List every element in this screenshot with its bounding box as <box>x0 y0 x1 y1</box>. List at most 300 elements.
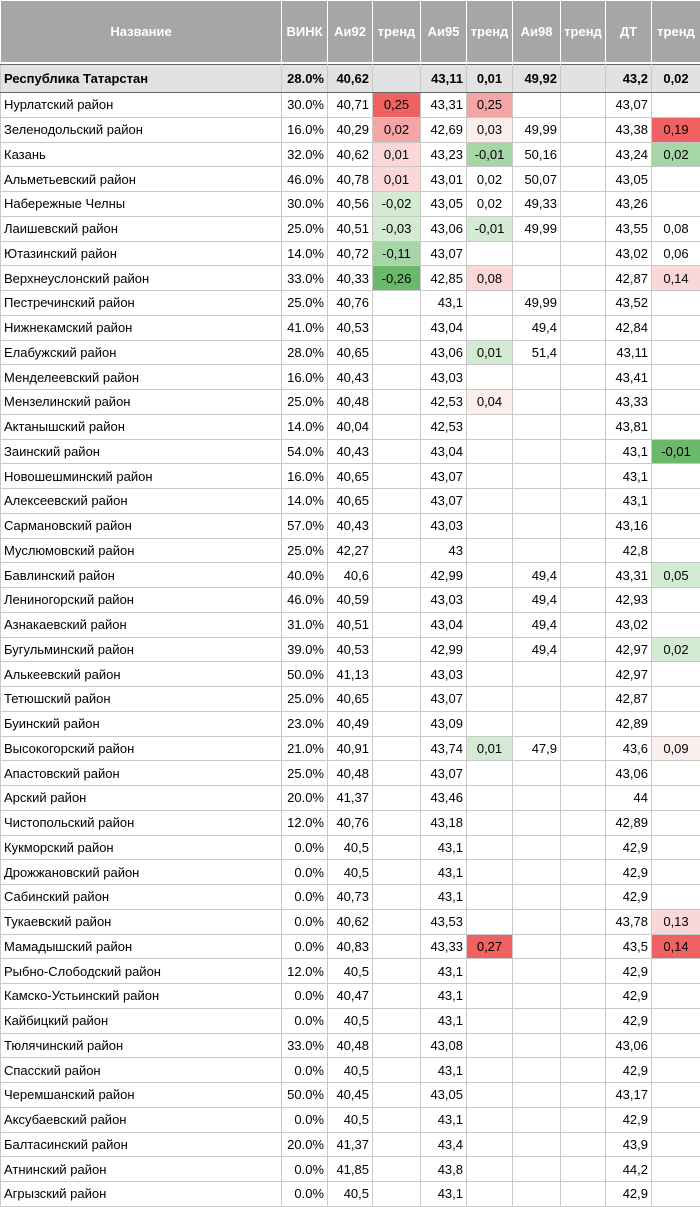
ai95-trend: 0,04 <box>467 390 513 415</box>
dt-trend: 0,02 <box>652 142 700 167</box>
header-trend-ai95[interactable]: тренд <box>467 1 513 63</box>
ai98-price <box>513 390 561 415</box>
dt-trend <box>652 513 700 538</box>
table-row <box>1 266 700 291</box>
table-row <box>1 142 700 167</box>
region-name: Черемшанский район <box>1 1083 282 1108</box>
ai92-trend <box>373 439 421 464</box>
vink-share: 23.0% <box>282 711 328 736</box>
vink-share: 20.0% <box>282 786 328 811</box>
ai92-price: 40,76 <box>328 291 373 316</box>
summary-trend-ai92 <box>373 65 421 93</box>
dt-price: 43,02 <box>606 241 652 266</box>
ai95-price: 43,1 <box>421 885 467 910</box>
dt-price: 43,38 <box>606 117 652 142</box>
ai98-price <box>513 365 561 390</box>
region-name: Алексеевский район <box>1 489 282 514</box>
vink-share: 21.0% <box>282 736 328 761</box>
ai92-trend <box>373 736 421 761</box>
ai98-trend <box>561 241 606 266</box>
ai95-trend <box>467 909 513 934</box>
ai95-trend: 0,27 <box>467 934 513 959</box>
table-row <box>1 736 700 761</box>
table-row <box>1 588 700 613</box>
ai98-trend <box>561 439 606 464</box>
ai92-price: 41,13 <box>328 662 373 687</box>
region-name: Бугульминский район <box>1 637 282 662</box>
table-row <box>1 1157 700 1182</box>
dt-trend <box>652 1132 700 1157</box>
ai92-price: 40,65 <box>328 687 373 712</box>
region-name: Нижнекамский район <box>1 315 282 340</box>
ai98-trend <box>561 1008 606 1033</box>
table-row <box>1 216 700 241</box>
dt-price: 42,9 <box>606 835 652 860</box>
header-name[interactable]: Название <box>1 1 282 63</box>
dt-price: 42,97 <box>606 662 652 687</box>
ai95-price: 43,07 <box>421 687 467 712</box>
region-name: Актанышский район <box>1 414 282 439</box>
ai95-trend: 0,01 <box>467 340 513 365</box>
vink-share: 14.0% <box>282 489 328 514</box>
dt-trend <box>652 167 700 192</box>
ai92-price: 40,33 <box>328 266 373 291</box>
ai98-price: 50,07 <box>513 167 561 192</box>
ai92-price: 40,48 <box>328 390 373 415</box>
ai92-trend <box>373 885 421 910</box>
table-row <box>1 464 700 489</box>
dt-trend <box>652 1058 700 1083</box>
region-name: Сармановский район <box>1 513 282 538</box>
ai95-trend: 0,02 <box>467 192 513 217</box>
table-row <box>1 117 700 142</box>
vink-share: 54.0% <box>282 439 328 464</box>
region-name: Лаишевский район <box>1 216 282 241</box>
ai98-trend <box>561 538 606 563</box>
ai92-trend <box>373 637 421 662</box>
table-row <box>1 365 700 390</box>
ai95-trend <box>467 1033 513 1058</box>
ai95-price: 43,1 <box>421 1107 467 1132</box>
table-row <box>1 513 700 538</box>
ai98-price <box>513 1107 561 1132</box>
dt-trend <box>652 711 700 736</box>
dt-trend <box>652 761 700 786</box>
dt-trend <box>652 959 700 984</box>
ai95-trend <box>467 439 513 464</box>
ai98-price <box>513 266 561 291</box>
ai95-price: 43,1 <box>421 835 467 860</box>
vink-share: 0.0% <box>282 835 328 860</box>
ai92-trend <box>373 563 421 588</box>
ai95-trend <box>467 786 513 811</box>
dt-price: 42,9 <box>606 984 652 1009</box>
ai95-trend <box>467 984 513 1009</box>
ai95-price: 43,04 <box>421 439 467 464</box>
ai98-trend <box>561 711 606 736</box>
header-ai98[interactable]: Аи98 <box>513 1 561 63</box>
ai92-trend <box>373 711 421 736</box>
vink-share: 25.0% <box>282 216 328 241</box>
dt-price: 42,89 <box>606 711 652 736</box>
ai92-price: 40,72 <box>328 241 373 266</box>
region-name: Дрожжановский район <box>1 860 282 885</box>
table-row <box>1 687 700 712</box>
dt-price: 42,9 <box>606 1058 652 1083</box>
ai98-trend <box>561 662 606 687</box>
ai92-trend <box>373 390 421 415</box>
summary-trend-ai98 <box>561 65 606 93</box>
dt-trend <box>652 1107 700 1132</box>
table-row <box>1 835 700 860</box>
ai92-price: 40,5 <box>328 860 373 885</box>
region-name: Набережные Челны <box>1 192 282 217</box>
ai92-trend <box>373 1132 421 1157</box>
ai98-trend <box>561 1132 606 1157</box>
ai98-trend <box>561 934 606 959</box>
table-row <box>1 637 700 662</box>
table-row <box>1 340 700 365</box>
summary-trend-ai95: 0,01 <box>467 65 513 93</box>
ai92-trend <box>373 365 421 390</box>
ai95-price: 43,03 <box>421 365 467 390</box>
region-name: Чистопольский район <box>1 810 282 835</box>
ai98-trend <box>561 390 606 415</box>
ai92-trend: -0,02 <box>373 192 421 217</box>
ai92-price: 40,76 <box>328 810 373 835</box>
ai95-trend <box>467 1083 513 1108</box>
ai92-trend <box>373 588 421 613</box>
dt-price: 42,9 <box>606 885 652 910</box>
table-row <box>1 1182 700 1207</box>
ai98-price: 49,4 <box>513 315 561 340</box>
ai95-trend <box>467 637 513 662</box>
ai98-price <box>513 909 561 934</box>
region-name: Арский район <box>1 786 282 811</box>
region-name: Аксубаевский район <box>1 1107 282 1132</box>
dt-trend: 0,19 <box>652 117 700 142</box>
table-row <box>1 291 700 316</box>
ai92-price: 40,6 <box>328 563 373 588</box>
ai98-price <box>513 687 561 712</box>
dt-trend <box>652 1182 700 1207</box>
dt-price: 43,33 <box>606 390 652 415</box>
ai92-price: 40,29 <box>328 117 373 142</box>
ai98-price <box>513 984 561 1009</box>
ai92-trend <box>373 687 421 712</box>
ai92-trend <box>373 1083 421 1108</box>
ai98-price: 49,4 <box>513 588 561 613</box>
ai98-trend <box>561 909 606 934</box>
dt-price: 42,97 <box>606 637 652 662</box>
ai92-trend: -0,26 <box>373 266 421 291</box>
dt-price: 43,06 <box>606 761 652 786</box>
ai95-price: 43,1 <box>421 1008 467 1033</box>
dt-price: 43,05 <box>606 167 652 192</box>
ai92-trend <box>373 835 421 860</box>
ai92-trend <box>373 1058 421 1083</box>
ai92-price: 40,59 <box>328 588 373 613</box>
ai92-price: 40,43 <box>328 439 373 464</box>
summary-ai92: 40,62 <box>328 65 373 93</box>
dt-price: 43,24 <box>606 142 652 167</box>
ai92-trend: 0,02 <box>373 117 421 142</box>
dt-trend: 0,08 <box>652 216 700 241</box>
ai95-trend <box>467 489 513 514</box>
ai98-trend <box>561 216 606 241</box>
region-name: Лениногорский район <box>1 588 282 613</box>
ai95-trend <box>467 538 513 563</box>
ai98-trend <box>561 117 606 142</box>
dt-price: 43,5 <box>606 934 652 959</box>
table-row <box>1 167 700 192</box>
dt-price: 42,89 <box>606 810 652 835</box>
dt-trend <box>652 662 700 687</box>
ai98-trend <box>561 142 606 167</box>
dt-price: 43,52 <box>606 291 652 316</box>
table-row <box>1 1132 700 1157</box>
ai92-price: 40,53 <box>328 315 373 340</box>
dt-price: 43,26 <box>606 192 652 217</box>
header-dt[interactable]: ДТ <box>606 1 652 63</box>
ai95-trend <box>467 662 513 687</box>
dt-trend <box>652 885 700 910</box>
ai95-price: 43,07 <box>421 241 467 266</box>
ai95-trend <box>467 1058 513 1083</box>
ai92-trend <box>373 464 421 489</box>
dt-trend <box>652 414 700 439</box>
dt-price: 42,93 <box>606 588 652 613</box>
header-ai92[interactable]: Аи92 <box>328 1 373 63</box>
vink-share: 32.0% <box>282 142 328 167</box>
vink-share: 16.0% <box>282 117 328 142</box>
ai98-trend <box>561 736 606 761</box>
ai98-trend <box>561 1058 606 1083</box>
ai95-price: 42,69 <box>421 117 467 142</box>
ai92-price: 40,71 <box>328 93 373 118</box>
dt-trend <box>652 489 700 514</box>
ai95-trend <box>467 1157 513 1182</box>
ai92-trend <box>373 984 421 1009</box>
ai98-trend <box>561 266 606 291</box>
dt-price: 43,1 <box>606 464 652 489</box>
ai95-trend <box>467 835 513 860</box>
vink-share: 25.0% <box>282 291 328 316</box>
ai95-trend: 0,25 <box>467 93 513 118</box>
table-row <box>1 414 700 439</box>
ai98-price <box>513 538 561 563</box>
ai92-trend <box>373 1008 421 1033</box>
header-trend-dt[interactable]: тренд <box>652 1 700 63</box>
dt-trend <box>652 315 700 340</box>
ai98-price <box>513 1008 561 1033</box>
ai98-price <box>513 1033 561 1058</box>
ai95-price: 42,85 <box>421 266 467 291</box>
region-name: Тукаевский район <box>1 909 282 934</box>
table-row <box>1 489 700 514</box>
table-row <box>1 612 700 637</box>
summary-vink: 28.0% <box>282 65 328 93</box>
header-ai95[interactable]: Аи95 <box>421 1 467 63</box>
ai98-price: 50,16 <box>513 142 561 167</box>
ai95-trend <box>467 315 513 340</box>
ai95-price: 42,99 <box>421 637 467 662</box>
ai92-trend: 0,01 <box>373 167 421 192</box>
header-trend-ai92[interactable]: тренд <box>373 1 421 63</box>
region-name: Заинский район <box>1 439 282 464</box>
ai98-price <box>513 810 561 835</box>
vink-share: 0.0% <box>282 1107 328 1132</box>
dt-price: 44 <box>606 786 652 811</box>
ai95-price: 43,23 <box>421 142 467 167</box>
ai98-price <box>513 959 561 984</box>
ai92-trend <box>373 934 421 959</box>
vink-share: 57.0% <box>282 513 328 538</box>
region-name: Атнинский район <box>1 1157 282 1182</box>
ai98-trend <box>561 464 606 489</box>
ai98-trend <box>561 563 606 588</box>
dt-trend <box>652 464 700 489</box>
dt-trend: 0,09 <box>652 736 700 761</box>
summary-name: Республика Татарстан <box>1 65 282 93</box>
ai92-trend <box>373 513 421 538</box>
ai95-price: 43,1 <box>421 1058 467 1083</box>
dt-trend <box>652 390 700 415</box>
ai92-trend <box>373 612 421 637</box>
dt-trend <box>652 538 700 563</box>
region-name: Мензелинский район <box>1 390 282 415</box>
ai98-price: 49,99 <box>513 291 561 316</box>
ai98-trend <box>561 167 606 192</box>
ai95-trend: 0,08 <box>467 266 513 291</box>
summary-ai98: 49,92 <box>513 65 561 93</box>
ai95-price: 42,99 <box>421 563 467 588</box>
ai98-price: 49,4 <box>513 637 561 662</box>
dt-trend <box>652 192 700 217</box>
vink-share: 12.0% <box>282 959 328 984</box>
ai92-trend <box>373 489 421 514</box>
vink-share: 33.0% <box>282 1033 328 1058</box>
vink-share: 25.0% <box>282 761 328 786</box>
ai95-trend <box>467 761 513 786</box>
ai95-trend: 0,03 <box>467 117 513 142</box>
ai98-price <box>513 439 561 464</box>
region-name: Муслюмовский район <box>1 538 282 563</box>
ai98-price <box>513 414 561 439</box>
ai98-trend <box>561 414 606 439</box>
region-name: Тетюшский район <box>1 687 282 712</box>
ai98-price <box>513 860 561 885</box>
ai92-trend <box>373 414 421 439</box>
ai98-price: 49,99 <box>513 117 561 142</box>
ai98-trend <box>561 687 606 712</box>
vink-share: 16.0% <box>282 464 328 489</box>
region-name: Бавлинский район <box>1 563 282 588</box>
ai92-trend <box>373 538 421 563</box>
ai92-trend <box>373 761 421 786</box>
dt-trend <box>652 687 700 712</box>
dt-trend <box>652 365 700 390</box>
dt-price: 43,6 <box>606 736 652 761</box>
region-name: Альметьевский район <box>1 167 282 192</box>
ai98-price <box>513 711 561 736</box>
table-row <box>1 984 700 1009</box>
ai92-price: 40,91 <box>328 736 373 761</box>
table-row <box>1 761 700 786</box>
ai92-price: 40,5 <box>328 1182 373 1207</box>
ai98-price: 49,99 <box>513 216 561 241</box>
ai92-price: 40,65 <box>328 489 373 514</box>
ai95-price: 43,06 <box>421 340 467 365</box>
dt-price: 42,9 <box>606 959 652 984</box>
dt-trend: -0,01 <box>652 439 700 464</box>
ai92-price: 40,04 <box>328 414 373 439</box>
ai95-trend <box>467 241 513 266</box>
dt-price: 43,31 <box>606 563 652 588</box>
vink-share: 41.0% <box>282 315 328 340</box>
header-vink[interactable]: ВИНК <box>282 1 328 63</box>
region-name: Алькеевский район <box>1 662 282 687</box>
region-name: Верхнеуслонский район <box>1 266 282 291</box>
vink-share: 12.0% <box>282 810 328 835</box>
header-trend-ai98[interactable]: тренд <box>561 1 606 63</box>
ai98-price <box>513 786 561 811</box>
ai98-trend <box>561 637 606 662</box>
dt-trend <box>652 1008 700 1033</box>
ai92-price: 40,43 <box>328 513 373 538</box>
ai92-price: 40,43 <box>328 365 373 390</box>
ai95-price: 43,1 <box>421 984 467 1009</box>
ai98-price <box>513 1058 561 1083</box>
table-row <box>1 538 700 563</box>
dt-price: 44,2 <box>606 1157 652 1182</box>
ai98-trend <box>561 984 606 1009</box>
dt-price: 42,9 <box>606 1182 652 1207</box>
region-name: Казань <box>1 142 282 167</box>
vink-share: 0.0% <box>282 1157 328 1182</box>
ai92-trend <box>373 810 421 835</box>
ai95-trend <box>467 563 513 588</box>
vink-share: 46.0% <box>282 588 328 613</box>
region-name: Агрызский район <box>1 1182 282 1207</box>
ai92-price: 40,5 <box>328 835 373 860</box>
dt-trend <box>652 1083 700 1108</box>
ai98-price: 51,4 <box>513 340 561 365</box>
ai92-trend <box>373 1157 421 1182</box>
dt-price: 43,81 <box>606 414 652 439</box>
vink-share: 14.0% <box>282 414 328 439</box>
ai98-price <box>513 489 561 514</box>
vink-share: 0.0% <box>282 1008 328 1033</box>
ai95-trend <box>467 711 513 736</box>
region-name: Азнакаевский район <box>1 612 282 637</box>
dt-trend: 0,06 <box>652 241 700 266</box>
table-row <box>1 1033 700 1058</box>
dt-price: 43,07 <box>606 93 652 118</box>
ai98-price <box>513 464 561 489</box>
ai95-price: 43,03 <box>421 513 467 538</box>
ai92-price: 40,83 <box>328 934 373 959</box>
header-row <box>1 1 700 63</box>
dt-price: 43,55 <box>606 216 652 241</box>
vink-share: 25.0% <box>282 390 328 415</box>
ai92-trend <box>373 1107 421 1132</box>
ai92-price: 40,5 <box>328 959 373 984</box>
vink-share: 39.0% <box>282 637 328 662</box>
ai98-trend <box>561 291 606 316</box>
ai95-price: 43,06 <box>421 216 467 241</box>
dt-trend <box>652 1033 700 1058</box>
